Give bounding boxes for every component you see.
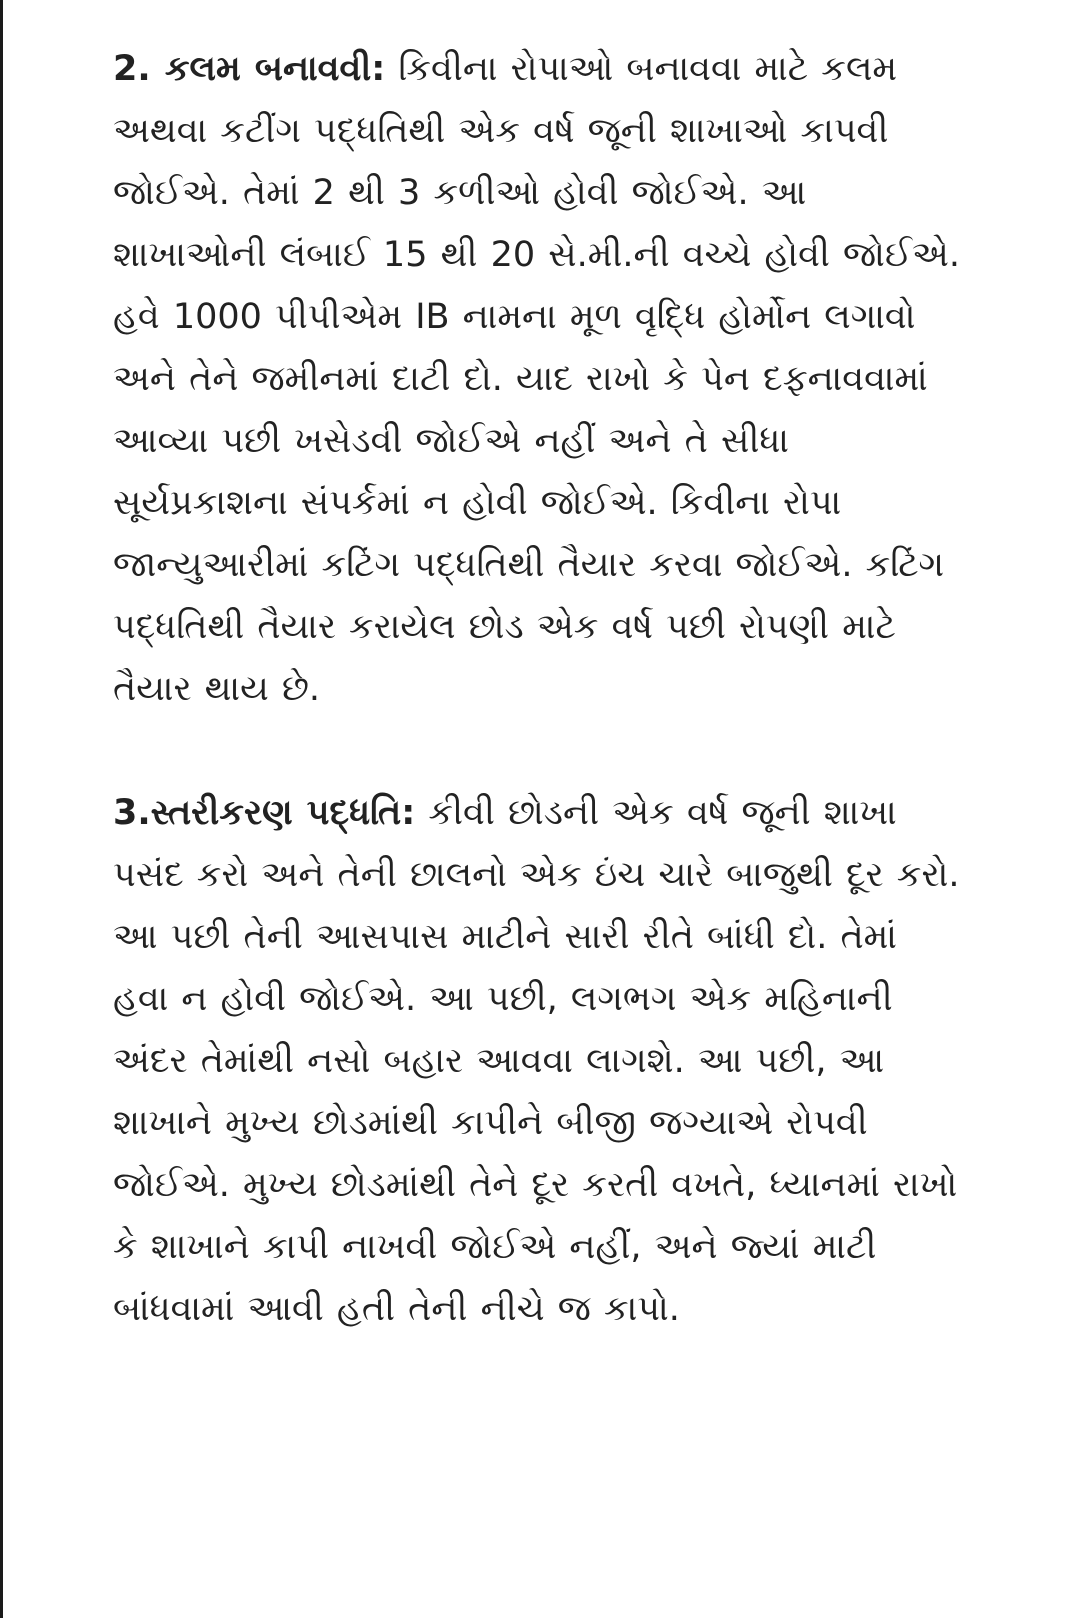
- section-layering-paragraph: [113, 782, 963, 1340]
- section-kalam-paragraph: [113, 38, 963, 720]
- left-border-line: [0, 0, 3, 1618]
- article-body: [113, 38, 963, 1340]
- section-kalam-heading: 2. કલમ બનાવવી:: [113, 49, 386, 89]
- section-layering-heading: 3.સ્તરીકરણ પદ્ધતિ:: [113, 793, 416, 833]
- section-kalam-text: કિવીના રોપાઓ બનાવવા માટે કલમ અથવા કટીંગ પદ્ધતિથી એક વર્ષ જૂની શાખાઓ કાપવી જોઈએ. તેમાં 2 થી 3 કળીઓ હોવી જોઈએ. આ શાખાઓની લંબાઈ 15 થી 20 સે.મી.ની વચ્ચે હોવી જોઈએ. હવે 1000 પીપીએમ IB નામના મૂળ વૃદ્ધિ હોર્મોન લગાવો અને તેને જમીનમાં દાટી દો. યાદ રાખો કે પેન દફનાવવામાં આવ્યા પછી ખસેડવી જોઈએ નહીં અને તે સીધા સૂર્યપ્રકાશના સંપર્કમાં ન હોવી જોઈએ. કિવીના રોપા જાન્યુઆરીમાં કટિંગ પદ્ધતિથી તૈયાર કરવા જોઈએ. કટિંગ પદ્ધતિથી તૈયાર કરાયેલ છોડ એક વર્ષ પછી રોપણી માટે તૈયાર થાય છે.: [113, 49, 960, 709]
- section-layering-text: કીવી છોડની એક વર્ષ જૂની શાખા પસંદ કરો અને તેની છાલનો એક ઇંચ ચારે બાજુથી દૂર કરો. આ પછી તેની આસપાસ માટીને સારી રીતે બાંધી દો. તેમાં હવા ન હોવી જોઈએ. આ પછી, લગભગ એક મહિનાની અંદર તેમાંથી નસો બહાર આવવા લાગશે. આ પછી, આ શાખાને મુખ્ય છોડમાંથી કાપીને બીજી જગ્યાએ રોપવી જોઈએ. મુખ્ય છોડમાંથી તેને દૂર કરતી વખતે, ધ્યાનમાં રાખો કે શાખાને કાપી નાખવી જોઈએ નહીં, અને જ્યાં માટી બાંધવામાં આવી હતી તેની નીચે જ કાપો.: [113, 793, 960, 1329]
